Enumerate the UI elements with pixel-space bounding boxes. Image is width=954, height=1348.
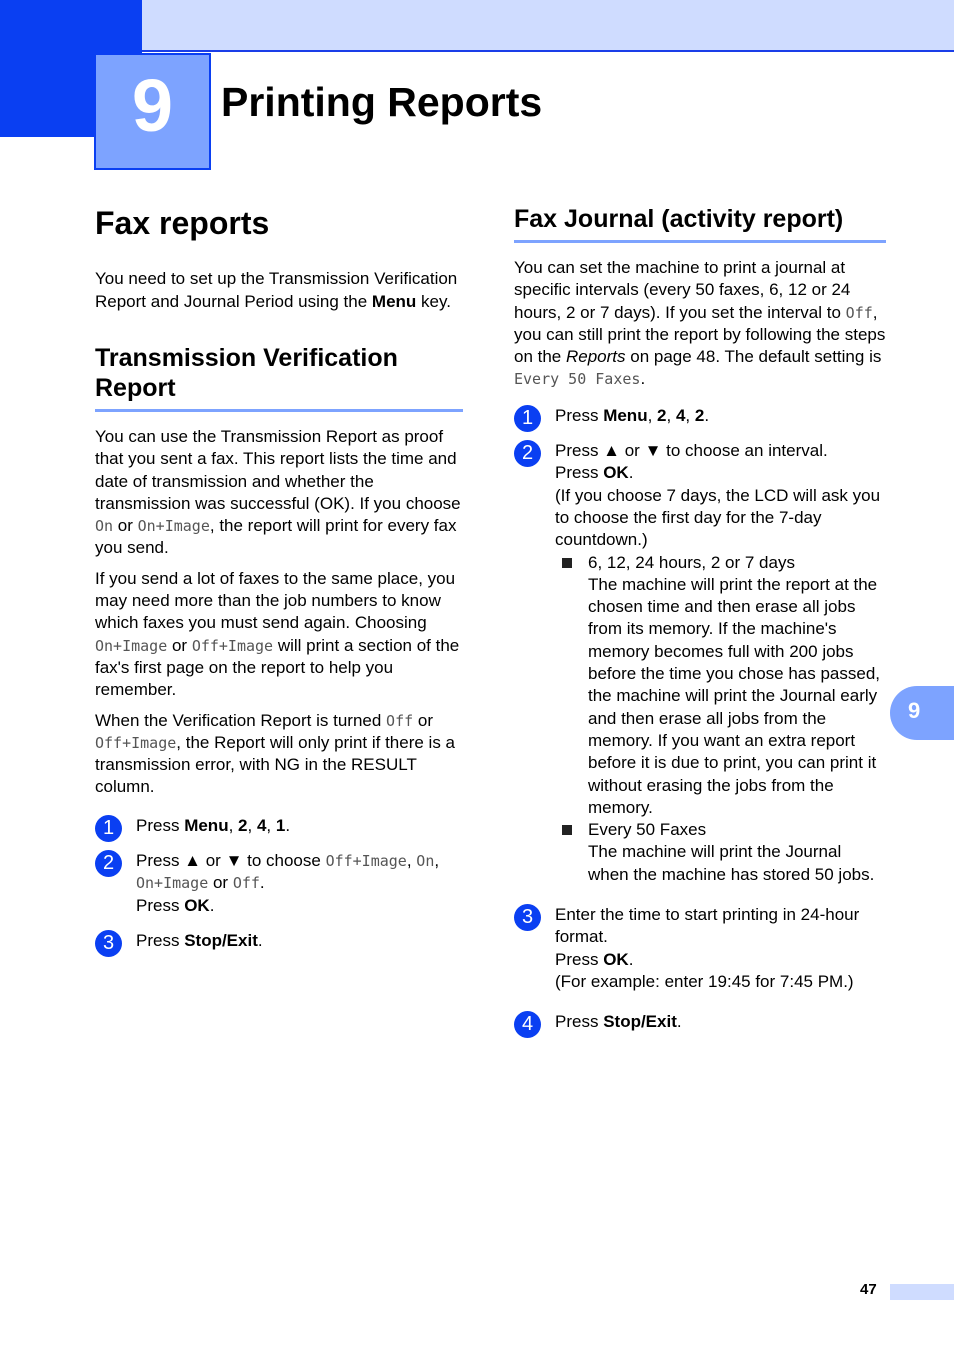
right-step-2: 2 Press ▲ or ▼ to choose an interval. Press OK. (If you choose 7 days, the LCD will ask you to choose the first day for the 7-day countdown.) 6, 12, 24 hours, 2 or 7 days The machine will print the report at the chosen time and then erase all jobs from its memory. If the machine's memory becomes full with 200 jobs before the time you chose has passed, the machine will print the Journal early and then erase all jobs from the memory. If you want an extra report before it is due to print, you can print it without erasing the jobs from the memory. Every 50 Faxes The machine will print the Journal when the machine has stored 50 jobs. [514, 440, 886, 886]
right-column [514, 204, 886, 1047]
interval-bullet-faxes: Every 50 Faxes The machine will print the Journal when the machine has stored 50 jobs. [562, 819, 886, 886]
chapter-number-box [94, 53, 211, 170]
transmission-report-heading: Transmission Verification Report [95, 343, 463, 412]
left-step-3: 3 Press Stop/Exit. [95, 930, 463, 952]
step-badge: 4 [514, 1011, 541, 1038]
step-badge: 2 [514, 440, 541, 467]
chapter-number: 9 [131, 64, 174, 147]
fax-journal-heading: Fax Journal (activity report) [514, 204, 886, 243]
left-step-1: 1 Press Menu, 2, 4, 1. [95, 815, 463, 837]
step-badge: 1 [95, 815, 122, 842]
chapter-title: Printing Reports [221, 79, 543, 125]
step-badge: 2 [95, 850, 122, 877]
transmission-paragraph-2: If you send a lot of faxes to the same place, you may need more than the job numbers to know which faxes you must send again. Choosing On+Image or Off+Image will print a section of the fax's first page on the report to help you remember. [95, 568, 460, 700]
intro-paragraph: You need to set up the Transmission Verification Report and Journal Period using the Menu key. [95, 269, 458, 311]
chapter-side-tab[interactable] [890, 686, 954, 740]
left-column [95, 204, 463, 965]
interval-bullet-hours: 6, 12, 24 hours, 2 or 7 days The machine will print the report at the chosen time and then erase all jobs from its memory. If the machine's memory becomes full with 200 jobs before the time you chose has passed, the machine will print the Journal early and then erase all jobs from the memory. If you want an extra report before it is due to print, you can print it without erasing the jobs from the memory. [562, 552, 886, 820]
header-bar [142, 0, 954, 52]
page-number: 47 [860, 1281, 877, 1298]
right-step-3: 3 Enter the time to start printing in 24-hour format. Press OK. (For example: enter 19:45 for 7:45 PM.) [514, 904, 886, 993]
fax-reports-heading: Fax reports [95, 205, 270, 241]
bullet-square-icon [562, 558, 572, 568]
step-badge: 3 [95, 930, 122, 957]
left-step-2: 2 Press ▲ or ▼ to choose Off+Image, On, On+Image or Off. Press OK. [95, 850, 463, 917]
journal-paragraph: You can set the machine to print a journal at specific intervals (every 50 faxes, 6, 12 or 24 hours, 2 or 7 days). If you set the interval to Off, you can still print the report by following the steps on the Reports on page 48. The default setting is Every 50 Faxes. [514, 258, 886, 389]
transmission-paragraph-1: You can use the Transmission Report as proof that you sent a fax. This report lists the time and date of transmission and whether the transmission was successful (OK). If you choose On or On+Image, the report will print for every fax you send. [95, 426, 461, 558]
right-step-4: 4 Press Stop/Exit. [514, 1011, 886, 1033]
right-step-1: 1 Press Menu, 2, 4, 2. [514, 405, 886, 427]
step-badge: 1 [514, 405, 541, 432]
side-tab-label: 9 [908, 698, 921, 723]
transmission-paragraph-3: When the Verification Report is turned Off or Off+Image, the Report will only print if there is a transmission error, with NG in the RESULT column. [95, 710, 456, 797]
bullet-square-icon [562, 825, 572, 835]
footer-bar [890, 1284, 954, 1300]
step-badge: 3 [514, 904, 541, 931]
